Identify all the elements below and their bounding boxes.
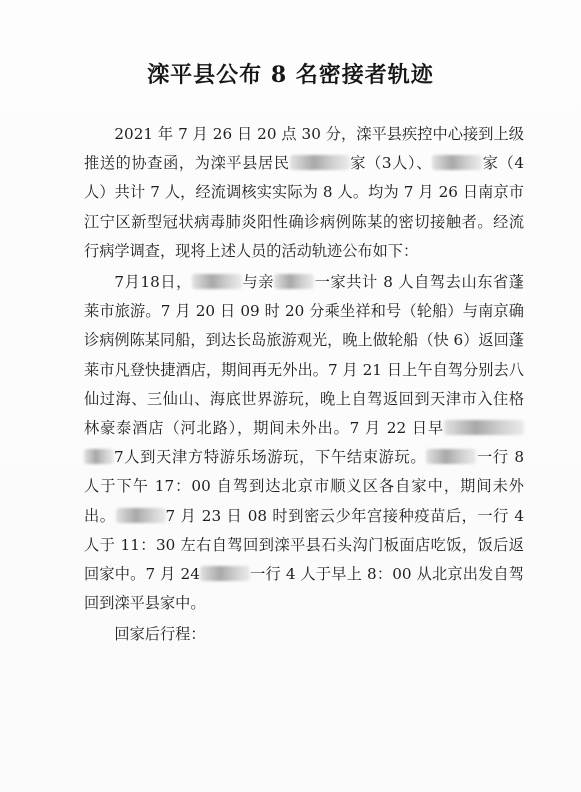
redacted-name <box>200 566 250 581</box>
paragraph-notice <box>84 120 524 266</box>
paragraph-text: 7月18日， <box>114 273 192 292</box>
redacted-name <box>426 449 476 464</box>
paragraph-text: 一行 4 人于早上 8：00 从北京出发自驾回到滦平县家中。 <box>84 565 524 613</box>
redacted-name <box>84 449 114 464</box>
document-body <box>84 120 524 650</box>
redacted-name <box>274 274 314 289</box>
paragraph-text: 7人到天津方特游乐场游玩，下午结束游玩。 <box>114 448 427 467</box>
paragraph-text: 一家共计 8 人自驾去山东省蓬莱市旅游。7 月 20 日 09 时 20 分乘坐祥和号（轮船）与南京确诊病例陈某同船，到达长岛旅游观光，晚上做轮船（快 6）返回蓬莱市凡登快捷酒店，期间再无外出。7 月 21 日上午自驾分别去八仙过海、三仙山、海底世界游玩，晚上自驾返回到天津市入住格林豪泰酒店（河北路），期间未外出。7 月 22 日早 <box>84 273 524 438</box>
paragraph-text: 家（3人）、 <box>349 154 433 173</box>
redacted-name <box>290 155 350 170</box>
paragraph-text: 与亲 <box>241 273 275 292</box>
paragraph-text: 2021 年 7 月 26 日 20 点 30 分，滦平县疾控中心接到上级推送的协查函，为滦平县居民 <box>84 125 524 173</box>
paragraph-text: 7 月 23 日 08 时到密云少年宫接种疫苗后，一行 4 人于 11：30 左右自驾回到滦平县石头沟门板面店吃饭，饭后返回家中。7 月 24 <box>84 506 525 584</box>
redacted-name <box>432 155 482 170</box>
document-title: 滦平县公布 8 名密接者轨迹 <box>147 62 434 88</box>
paragraph-trajectory <box>84 268 524 618</box>
paragraph-text: 一行 8 人于下午 17：00 自驾到达北京市顺义区各自家中，期间未外出。 <box>84 448 524 525</box>
paragraph-after-return: 回家后行程： <box>114 625 206 644</box>
redacted-name <box>192 274 242 289</box>
redacted-name <box>444 420 524 435</box>
redacted-name <box>116 508 166 523</box>
paragraph-text: 家（4人）共计 7 人，经流调核实实际为 8 人。均为 7 月 26 日南京市江宁区新型冠状病毒肺炎阳性确诊病例陈某的密切接触者。经流行病学调查，现将上述人员的活动轨迹公布如下： <box>84 154 524 260</box>
